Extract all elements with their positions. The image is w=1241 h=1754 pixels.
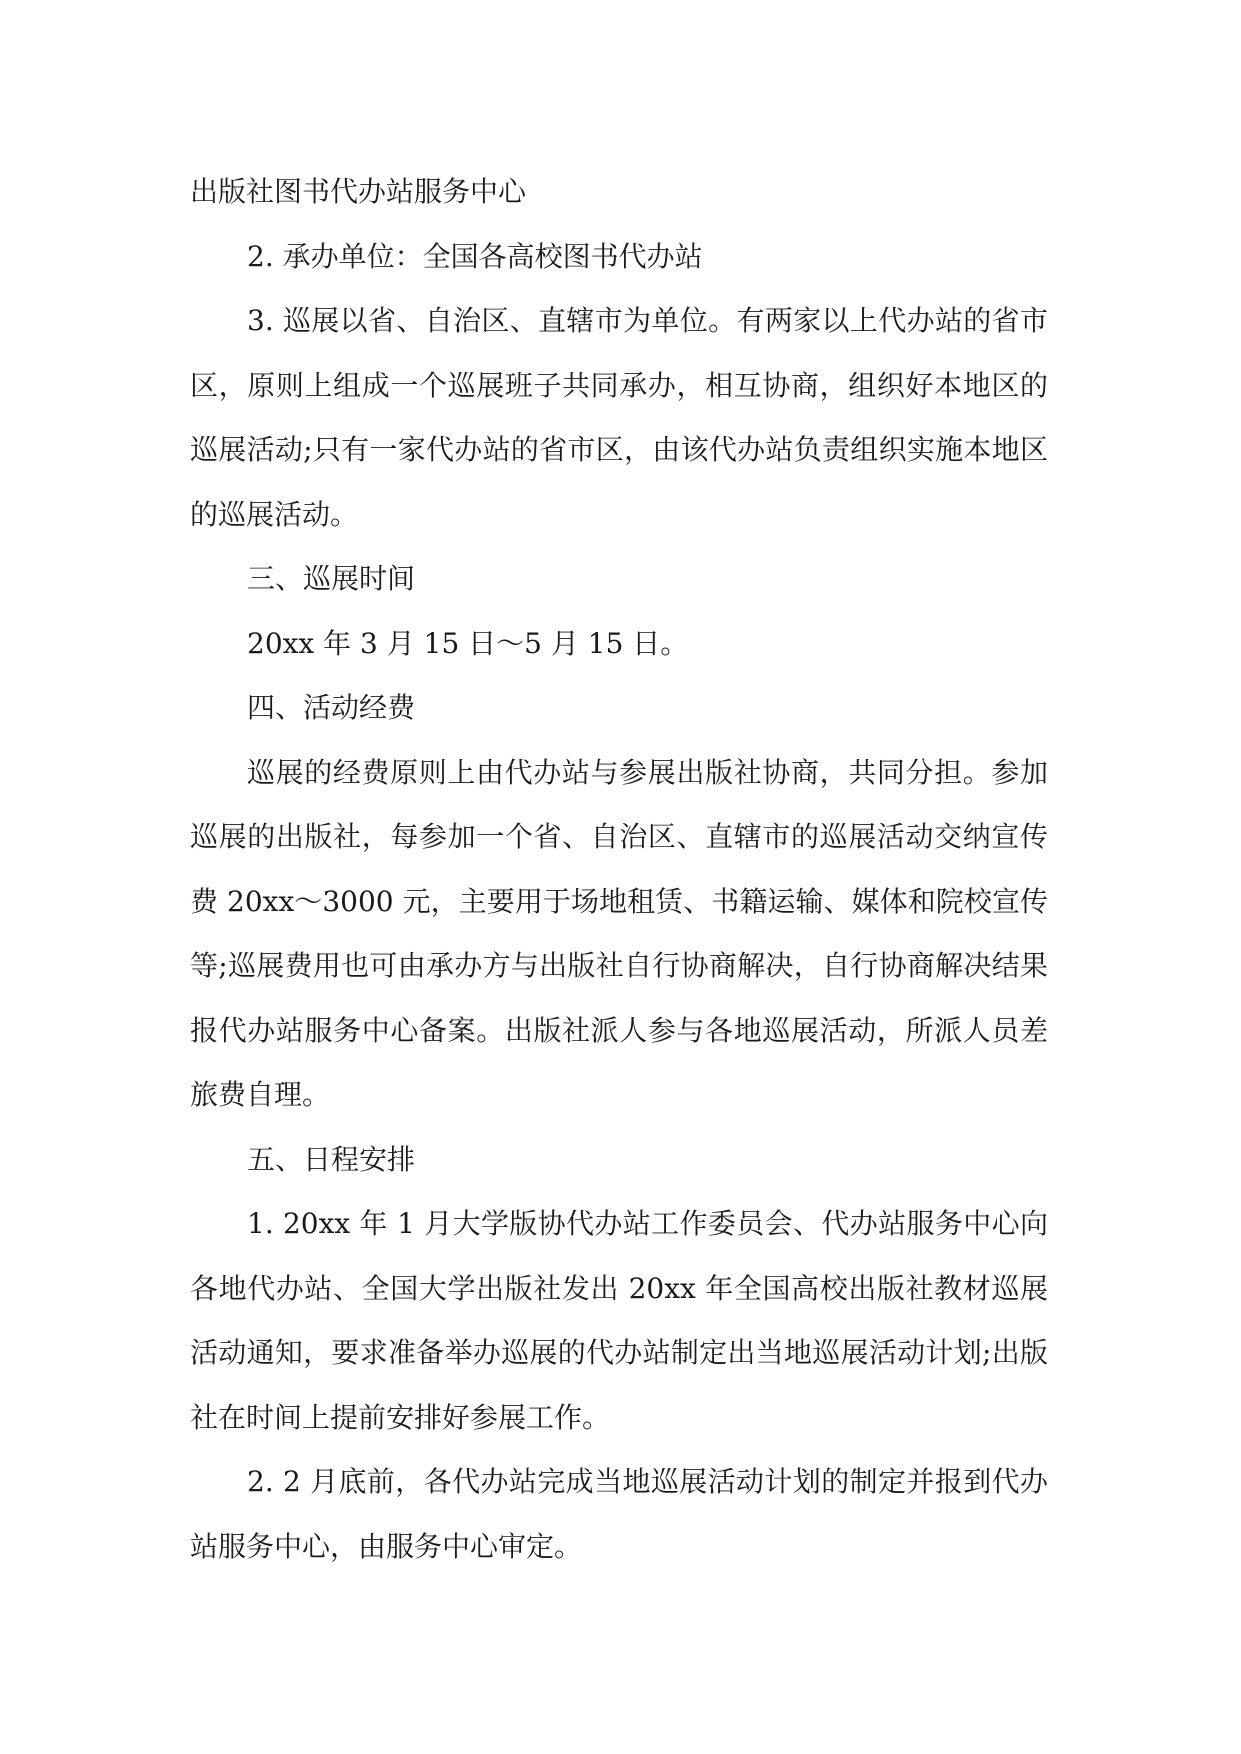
paragraph-funding-details: 巡展的经费原则上由代办站与参展出版社协商，共同分担。参加巡展的出版社，每参加一个省、自治区、直辖市的巡展活动交纳宣传费 20xx～3000 元，主要用于场地租赁、书籍运输、媒体和院校宣传等;巡展费用也可由承办方与出版社自行协商解决，自行协商解决结果报代办站服务中心备案。出版社派人参与各地巡展活动，所派人员差旅费自理。 (190, 755, 1048, 1111)
paragraph-tour-dates: 20xx 年 3 月 15 日～5 月 15 日。 (247, 626, 689, 660)
document-body (190, 160, 1048, 1579)
section-heading-schedule: 五、日程安排 (247, 1142, 416, 1176)
paragraph-schedule-step-2: 2. 2 月底前，各代办站完成当地巡展活动计划的制定并报到代办站服务中心，由服务中心审定。 (190, 1465, 1048, 1563)
paragraph-tour-organization: 3. 巡展以省、自治区、直辖市为单位。有两家以上代办站的省市区，原则上组成一个巡展班子共同承办，相互协商，组织好本地区的巡展活动;只有一家代办站的省市区，由该代办站负责组织实施本地区的巡展活动。 (190, 304, 1048, 531)
section-heading-tour-time: 三、巡展时间 (247, 562, 416, 595)
paragraph-host-units: 2. 承办单位：全国各高校图书代办站 (247, 239, 703, 273)
paragraph-organizer-continued: 出版社图书代办站服务中心 (190, 175, 527, 208)
section-heading-funding: 四、活动经费 (247, 691, 416, 724)
paragraph-schedule-step-1: 1. 20xx 年 1 月大学版协代办站工作委员会、代办站服务中心向各地代办站、全国大学出版社发出 20xx 年全国高校出版社教材巡展活动通知，要求准备举办巡展的代办站制定出当地巡展活动计划;出版社在时间上提前安排好参展工作。 (190, 1207, 1048, 1434)
